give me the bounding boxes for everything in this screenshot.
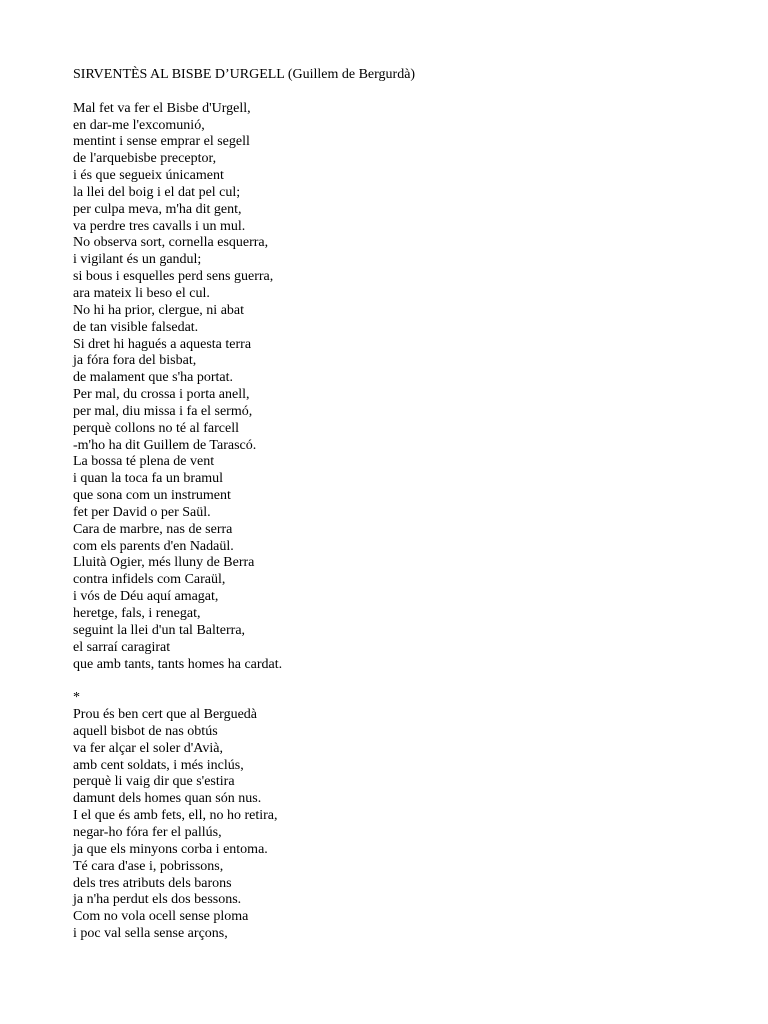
verse-line: dels tres atributs dels barons (73, 875, 232, 891)
stanza-2 (73, 707, 713, 943)
verse-line: Com no vola ocell sense ploma (73, 909, 249, 925)
poem-title: SIRVENTÈS AL BISBE D’URGELL (Guillem de Bergurdà) (73, 67, 416, 82)
verse-line: Té cara d'ase i, pobrissons, (73, 858, 224, 874)
verse-line: per mal, diu missa i fa el sermó, (73, 403, 253, 419)
document-page (73, 67, 713, 943)
verse-line: ja fóra fora del bisbat, (73, 353, 197, 369)
verse-line: La bossa té plena de vent (73, 454, 215, 470)
verse-line: aquell bisbot de nas obtús (73, 723, 218, 739)
verse-line: Si dret hi hagués a aquesta terra (73, 336, 252, 352)
verse-line: No observa sort, cornella esquerra, (73, 235, 269, 251)
verse-line: de tan visible falsedat. (73, 319, 199, 335)
verse-line: No hi ha prior, clergue, ni abat (73, 302, 245, 318)
verse-line: Cara de marbre, nas de serra (73, 521, 233, 537)
verse-line: com els parents d'en Nadaül. (73, 538, 234, 554)
verse-line: si bous i esquelles perd sens guerra, (73, 269, 274, 285)
verse-line: que sona com un instrument (73, 488, 231, 504)
verse-line: i poc val sella sense arçons, (73, 926, 228, 942)
verse-line: que amb tants, tants homes ha cardat. (73, 656, 283, 672)
verse-line: en dar-me l'excomunió, (73, 117, 205, 133)
verse-line: Lluità Ogier, més lluny de Berra (73, 555, 255, 571)
verse-line: amb cent soldats, i més inclús, (73, 757, 244, 773)
verse-line: heretge, fals, i renegat, (73, 606, 201, 621)
verse-line: ara mateix li beso el cul. (73, 285, 210, 301)
verse-line: va perdre tres cavalls i un mul. (73, 218, 246, 234)
verse-line: fet per David o per Saül. (73, 504, 211, 520)
verse-line: i quan la toca fa un bramul (73, 471, 224, 487)
verse-line: i vós de Déu aquí amagat, (73, 589, 219, 605)
verse-line: de l'arquebisbe preceptor, (73, 151, 217, 167)
verse-line: va fer alçar el soler d'Avià, (73, 740, 223, 756)
verse-line: el sarraí caragirat (73, 639, 171, 655)
verse-line: -m'ho ha dit Guillem de Tarascó. (73, 437, 257, 453)
verse-line: perquè li vaig dir que s'estira (73, 774, 235, 790)
stanza-separator: * (73, 690, 80, 706)
blank-line (73, 84, 713, 101)
verse-line: seguint la llei d'un tal Balterra, (73, 622, 246, 638)
verse-line: damunt dels homes quan són nus. (73, 791, 262, 807)
verse-line: Per mal, du crossa i porta anell, (73, 387, 250, 403)
verse-line: i és que segueix únicament (73, 168, 224, 184)
verse-line: i vigilant és un gandul; (73, 252, 202, 268)
verse-line: Prou és ben cert que al Berguedà (73, 707, 258, 723)
verse-line: I el que és amb fets, ell, no ho retira, (73, 808, 278, 824)
verse-line: Mal fet va fer el Bisbe d'Urgell, (73, 100, 251, 116)
blank-line (73, 673, 713, 690)
verse-line: de malament que s'ha portat. (73, 370, 233, 386)
verse-line: la llei del boig i el dat pel cul; (73, 184, 241, 200)
verse-line: negar-ho fóra fer el pallús, (73, 824, 222, 840)
verse-line: ja n'ha perdut els dos bessons. (73, 892, 242, 908)
verse-line: perquè collons no té al farcell (73, 420, 239, 436)
verse-line: contra infidels com Caraül, (73, 572, 226, 588)
stanza-1 (73, 101, 713, 674)
verse-line: mentint i sense emprar el segell (73, 134, 250, 150)
verse-line: ja que els minyons corba i entoma. (73, 841, 268, 857)
verse-line: per culpa meva, m'ha dit gent, (73, 201, 242, 217)
